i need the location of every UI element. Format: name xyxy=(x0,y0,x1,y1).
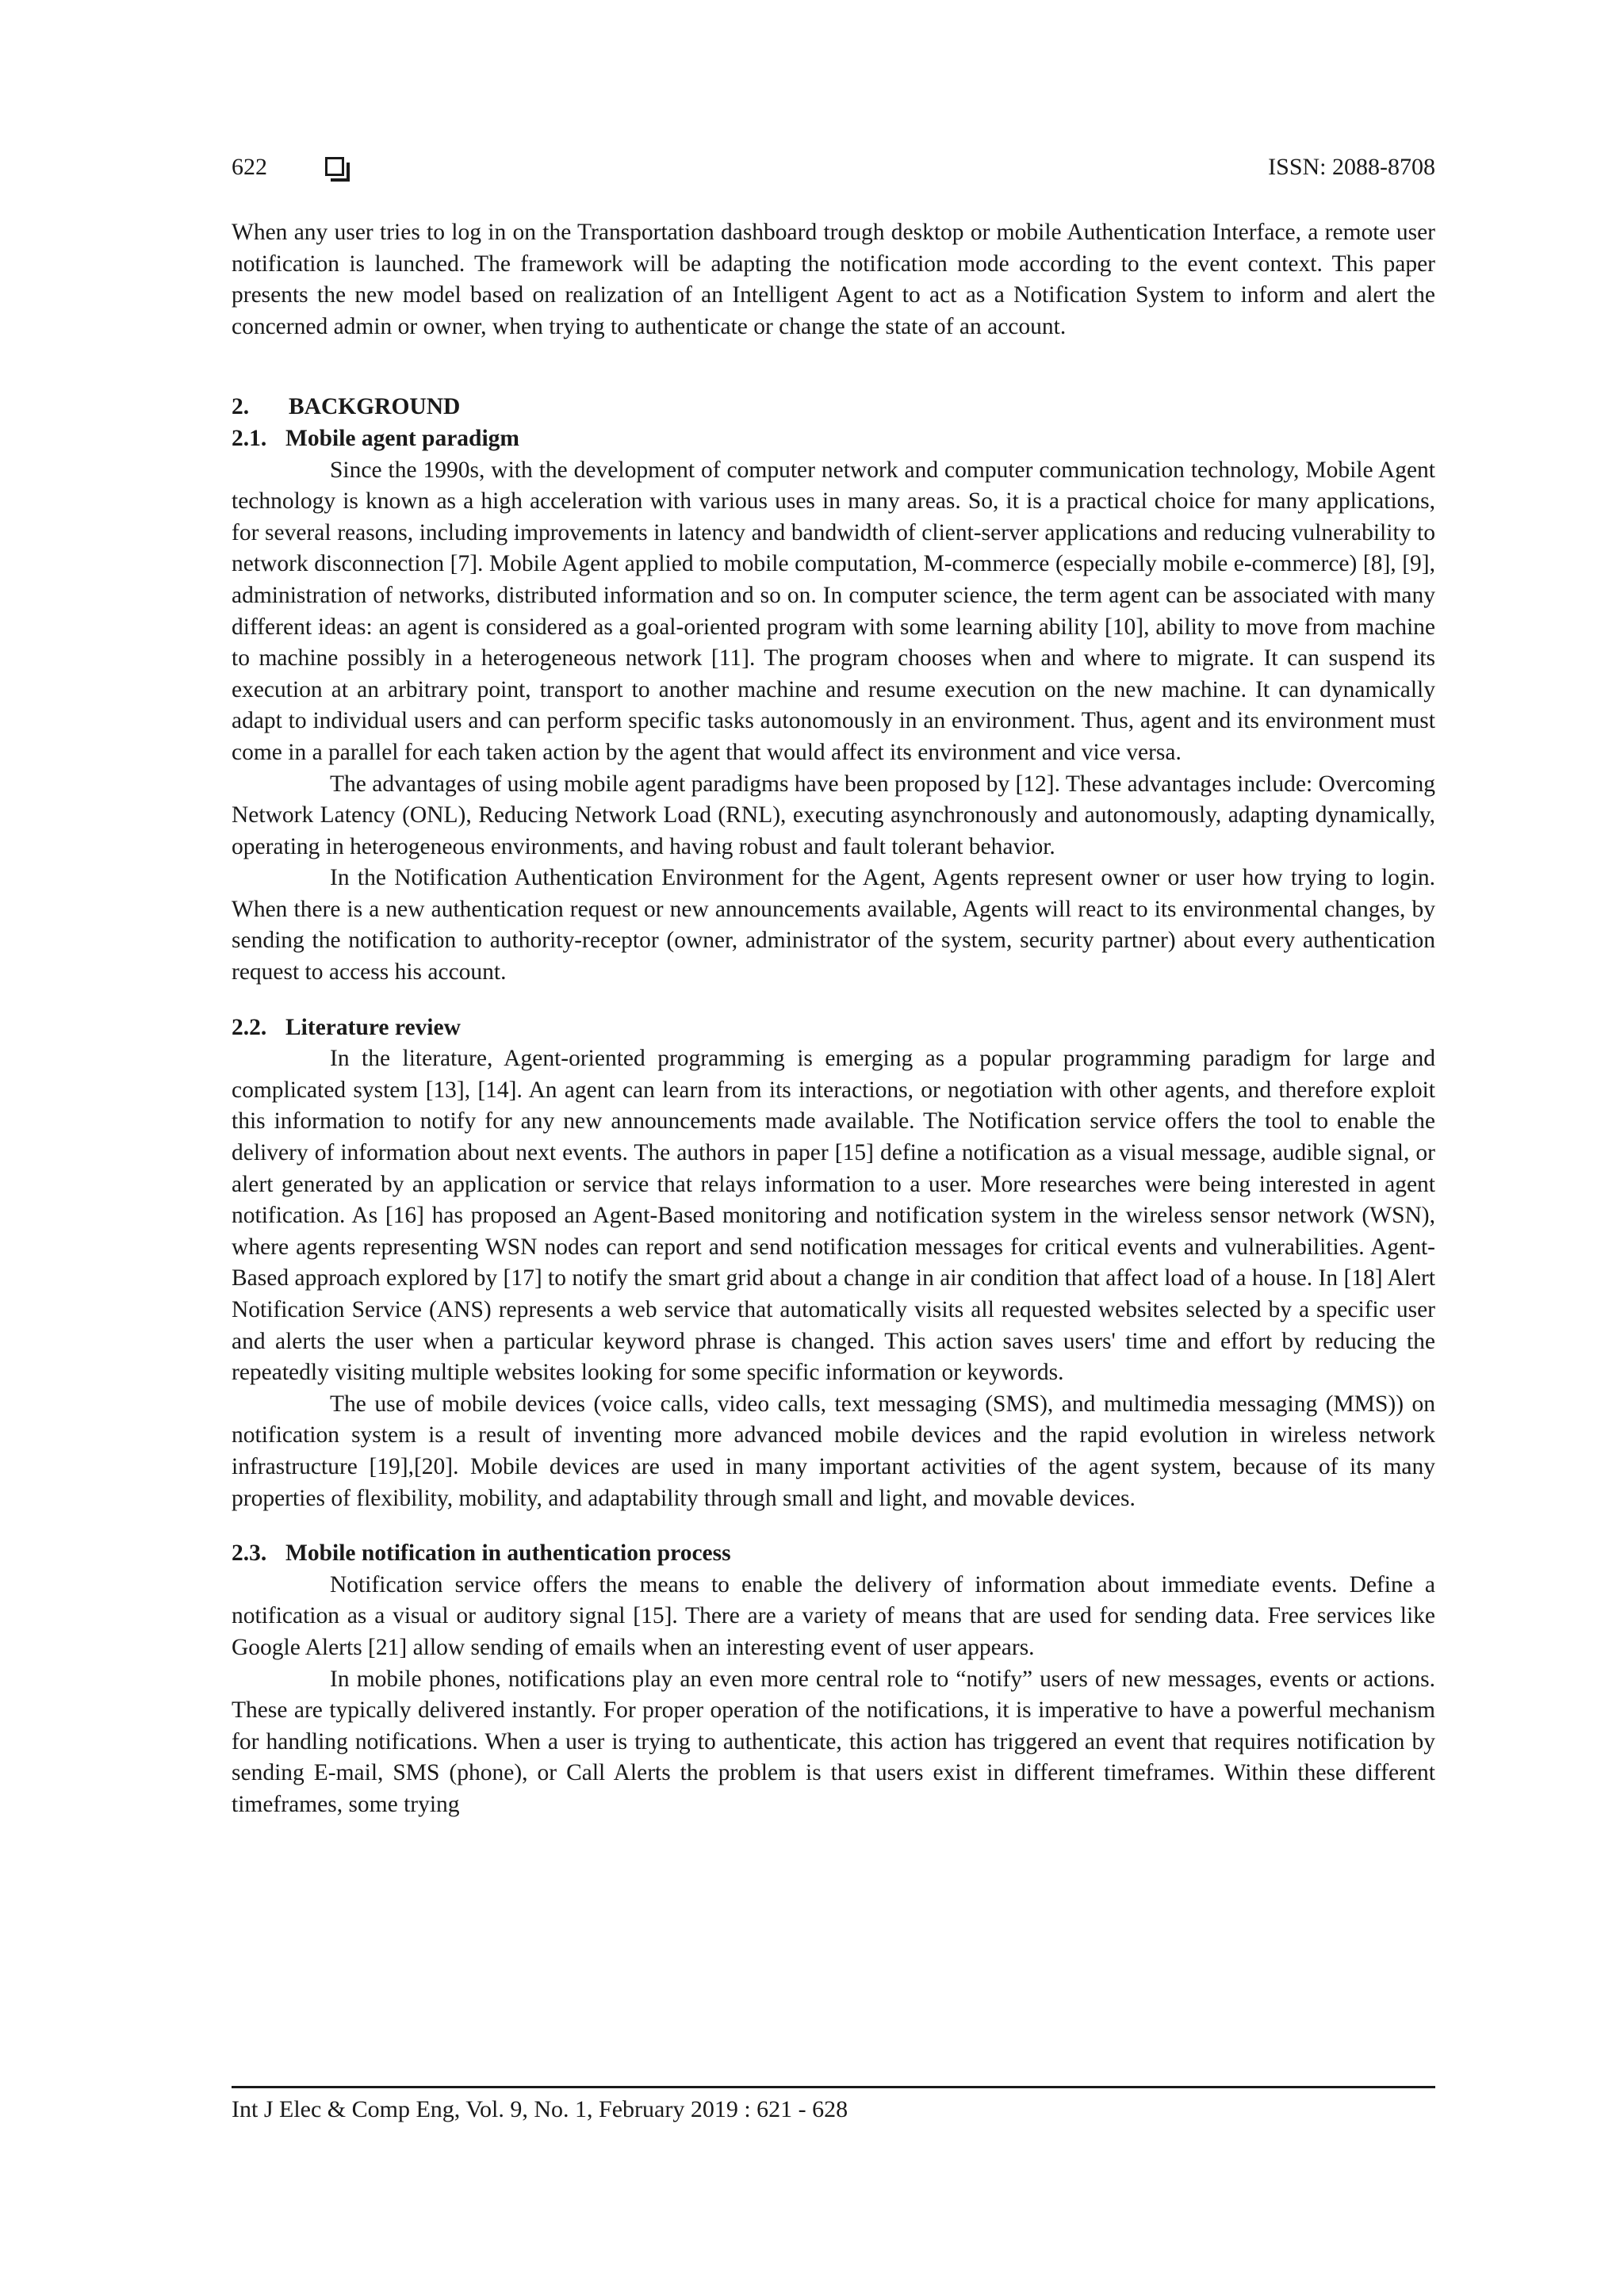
article-body xyxy=(232,217,1435,1821)
subsection-number: 2.1. xyxy=(232,425,267,451)
paragraph: In mobile phones, notifications play an even more central role to “notify” users of new messages, events or actions. These are typically delivered instantly. For proper operation of the notifications, it is imperative to have a powerful mechanism for handling notifications. When a user is trying to authenticate, this action has triggered an event that requires notification by sending E-mail, SMS (phone), or Call Alerts the problem is that users exist in different timeframes. Within these different timeframes, some trying xyxy=(232,1666,1435,1817)
subsection-title: Literature review xyxy=(285,1014,461,1040)
subsection-heading-mobile-notification xyxy=(232,1538,1435,1570)
footer-citation: Int J Elec & Comp Eng, Vol. 9, No. 1, February 2019 : 621 - 628 xyxy=(232,2096,848,2122)
subsection-title: Mobile agent paradigm xyxy=(285,425,519,451)
paragraph: Notification service offers the means to enable the delivery of information about immediate events. Define a notification as a visual or auditory signal [15]. There are a variety of means that are used for sending data. Free services like Google Alerts [21] allow sending of emails when an interesting event of user appears. xyxy=(232,1571,1435,1660)
subsection-heading-literature-review xyxy=(232,1012,1435,1044)
section-title: BACKGROUND xyxy=(289,394,461,420)
subsection-title: Mobile notification in authentication process xyxy=(285,1540,731,1567)
box-icon xyxy=(325,157,344,176)
page-header xyxy=(232,154,1435,190)
paragraph: Since the 1990s, with the development of computer network and computer communication technology, Mobile Agent technology is known as a high acceleration with various uses in many areas. So, it is a practical choice for many applications, for several reasons, including improvements in latency and bandwidth of client-server applications and reducing vulnerability to network disconnection [7]. Mobile Agent applied to mobile computation, M-commerce (especially mobile e-commerce) [8], [9], administration of networks, distributed information and so on. In computer science, the term agent can be associated with many different ideas: an agent is considered as a goal-oriented program with some learning ability [10], ability to move from machine to machine possibly in a heterogeneous network [11]. The program chooses when and where to migrate. It can suspend its execution at an arbitrary point, transport to another machine and resume execution on the new machine. It can dynamically adapt to individual users and can perform specific tasks autonomously in an environment. Thus, agent and its environment must come in a parallel for each taken action by the agent that would affect its environment and vice versa. xyxy=(232,457,1435,765)
page-number: 622 xyxy=(232,154,267,180)
issn-label: ISSN: 2088-8708 xyxy=(1268,154,1435,180)
subsection-number: 2.3. xyxy=(232,1540,267,1567)
paragraph: The use of mobile devices (voice calls, video calls, text messaging (SMS), and multimedia messaging (MMS)) on notification system is a result of inventing more advanced mobile devices and the rapid evolution in wireless network infrastructure [19],[20]. Mobile devices are used in many important activities of the agent system, because of its many properties of flexibility, mobility, and adaptability through small and light, and movable devices. xyxy=(232,1391,1435,1511)
paragraph: In the Notification Authentication Environment for the Agent, Agents represent owner or user how trying to login. When there is a new authentication request or new announcements available, Agents will react to its environmental changes, by sending the notification to authority-receptor (owner, administrator of the system, security partner) about every authentication request to access his account. xyxy=(232,865,1435,985)
intro-paragraph: When any user tries to log in on the Transportation dashboard trough desktop or mobile Authentication Interface, a remote user notification is launched. The framework will be adapting the notification mode according to the event context. This paper presents the new model based on realization of an Intelligent Agent to act as a Notification System to inform and alert the concerned admin or owner, when trying to authenticate or change the state of an account. xyxy=(232,220,1435,339)
section-heading-background xyxy=(232,392,1435,423)
paragraph: In the literature, Agent-oriented programming is emerging as a popular programming paradigm for large and complicated system [13], [14]. An agent can learn from its interactions, or negotiation with other agents, and therefore exploit this information to notify for any new announcements made available. The Notification service offers the tool to enable the delivery of information about next events. The authors in paper [15] define a notification as a visual message, audible signal, or alert generated by an application or service that relays information to a user. More researches were being interested in agent notification. As [16] has proposed an Agent-Based monitoring and notification system in the wireless sensor network (WSN), where agents representing WSN nodes can report and send notification messages for critical events and vulnerabilities. Agent-Based approach explored by [17] to notify the smart grid about a change in air condition that affect load of a house. In [18] Alert Notification Service (ANS) represents a web service that automatically visits all requested websites selected by a specific user and alerts the user when a particular keyword phrase is changed. This action saves users' time and effort by reducing the repeatedly visiting multiple websites looking for some specific information or keywords. xyxy=(232,1046,1435,1386)
footer-divider xyxy=(232,2086,1435,2088)
section-number: 2. xyxy=(232,394,250,420)
subsection-number: 2.2. xyxy=(232,1014,267,1040)
paragraph: The advantages of using mobile agent paradigms have been proposed by [12]. These advantages include: Overcoming Network Latency (ONL), Reducing Network Load (RNL), executing asynchronously and autonomously, adapting dynamically, operating in heterogeneous environments, and having robust and fault tolerant behavior. xyxy=(232,771,1435,859)
subsection-heading-mobile-agent xyxy=(232,423,1435,455)
